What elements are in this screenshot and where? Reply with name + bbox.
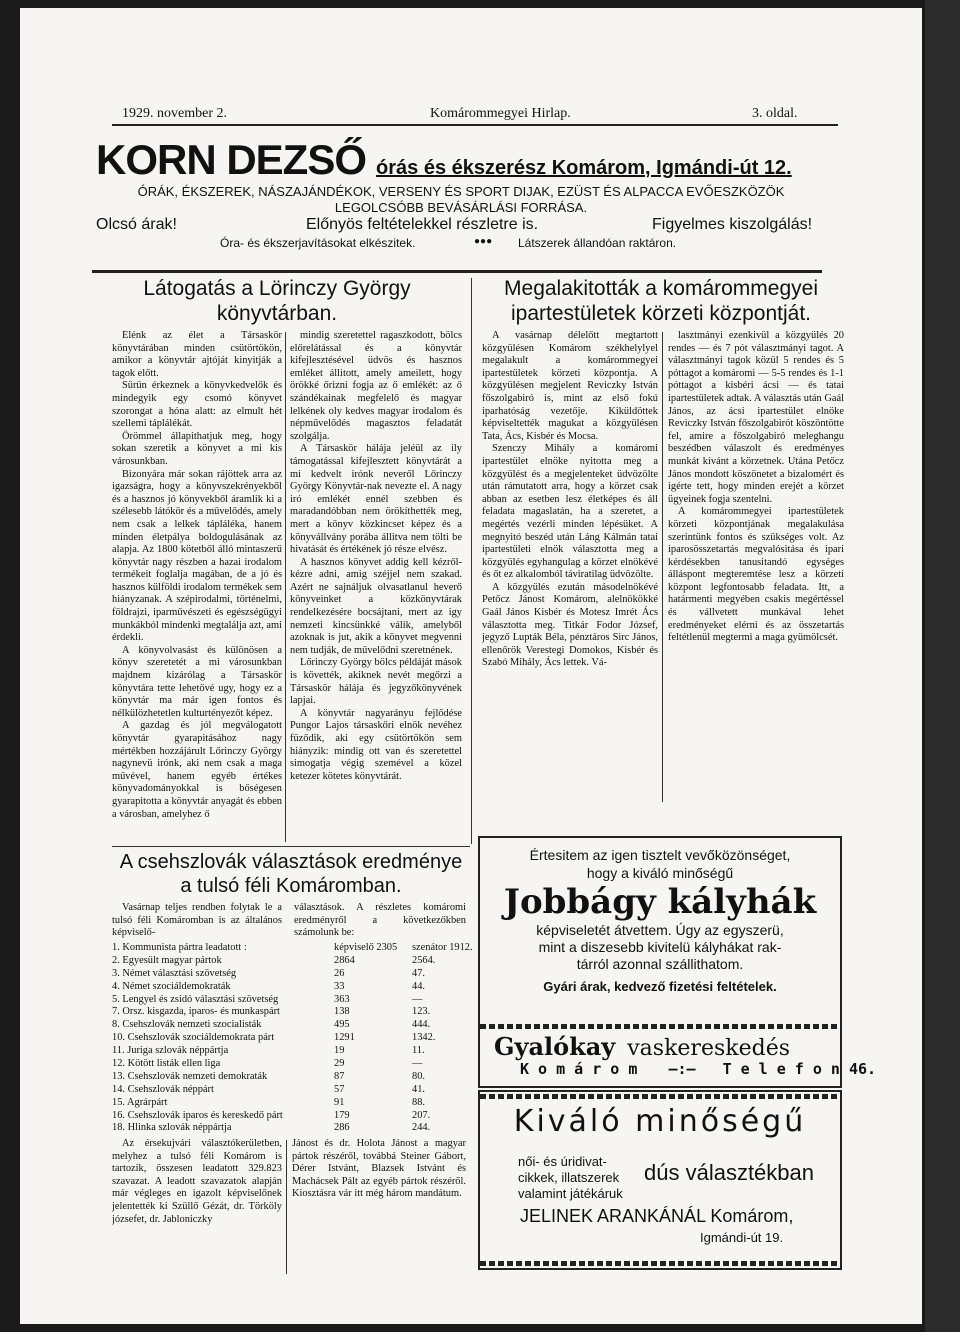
jobbagy-line2: hogy a kiváló minőségű	[586, 865, 734, 881]
representative-votes: 57	[334, 1083, 345, 1095]
paragraph: A vasárnap délelőtt megtartott közgyülésen Komárom székhelylyel megalakult a komárommegyei ipartestületek körzeti központja. A közgyülésen megjelent Reviczky István főszolgabiró is, mint az első fokú iparhatóság vezetője. Kiküldöttek képviseltették magukat a közgyülésen Tata, Ács, Kisbér és Mocsa.	[482, 330, 658, 442]
party-name: 4. Német szociáldemokraták	[112, 980, 231, 992]
article3-outro-left	[112, 1138, 282, 1276]
korn-advertisement	[96, 136, 826, 252]
gyalokay-phone: T e l e f o n 46.	[722, 1060, 877, 1078]
gyalokay-name: Gyalókay	[494, 1032, 616, 1061]
representative-votes: 26	[334, 967, 345, 979]
paragraph: Lőrinczy György bölcs példáját mások is követték, akiknek nevét megőrzi a Társaskör hálája és jegyzőkönyvének lapjai.	[290, 657, 462, 707]
result-row	[112, 1122, 466, 1135]
result-row	[112, 1097, 466, 1110]
representative-votes: 286	[334, 1122, 350, 1134]
result-row	[112, 1110, 466, 1123]
representative-votes: 138	[334, 1006, 350, 1018]
paragraph: Örömmel állapithatjuk meg, hogy sokan szeretik a könyvet a mi kis városunkban.	[112, 430, 282, 467]
page-header	[112, 102, 838, 126]
senator-votes: —	[412, 1058, 423, 1070]
column-divider	[471, 278, 472, 844]
representative-votes: 495	[334, 1019, 350, 1031]
section-rule	[112, 846, 470, 847]
jobbagy-prices: Gyári árak, kedvező fizetési feltételek.	[543, 979, 777, 994]
jelinek-advertisement	[478, 1090, 842, 1270]
korn-stock: Látszerek állandóan raktáron.	[518, 236, 677, 250]
representative-votes: 179	[334, 1109, 350, 1121]
korn-dots: ●●●	[474, 236, 493, 247]
party-name: 8. Csehszlovák nemzeti szocialisták	[112, 1019, 262, 1031]
paragraph: A hasznos könyvet addig kell kézről-kézre adni, amig széjjel nem szakad. Azért ne sajnáljuk olvasatlanul heverő könyveinket a közkönyvtárak rendelkezésére bocsájtani, mert az igy nemzeti kincsünkké válik, amelyből azoknak is jut, akik a könyvet megvenni nem tudják, de művelődni szeretnének.	[290, 556, 462, 656]
party-name: 18. Hlinka szlovák néppártja	[112, 1122, 232, 1134]
decorative-border	[480, 1024, 840, 1029]
paragraph: Élénk az élet a Társaskör könyvtárában minden csütörtökön, amikor a könyvtár ajtóját kinyitják a tagok előtt.	[112, 330, 282, 379]
header-date: 1929. november 2.	[122, 106, 227, 121]
article1-col1	[112, 330, 282, 842]
result-row	[112, 968, 466, 981]
paragraph: Bizonyára már sokan rájöttek arra az igazságra, hogy a könyvszekrényekből és a hasznos jó könyvekből áramlik ki a szélesebb látókör és a művelődés, amely nem csak a lelkek tápláléka, hanem minden életpálya boldogulásának az alapja. Az 1800 kötetből álló mintaszerü könyvtár nagy részben a hazai irodalom termékeit foglalja magában, de a jó és hasznos külföldi irodalom termékek sem hiányzanak. A szépirodalmi, történelmi, földrajzi, iparművészeti és egészségügyi munkákból mindenki megtalálja azt, ami érdekli.	[112, 468, 282, 644]
article3-intro	[112, 902, 282, 942]
korn-subtitle: órás és ékszerész Komárom, Igmándi-út 12.	[376, 157, 792, 179]
result-row	[112, 942, 473, 955]
senator-votes: 41.	[412, 1083, 425, 1095]
paragraph: Szenczy Mihály a komáromi ipartestület elnöke nyitotta meg a közgyülést és a megjelenteket üdvözölte után rámutatott arra, hogy a körzet csak abban az esetben lesz életképes és áll feladata magaslatán, ha a szeretet, a megértés vezérli minden lépésüket. A megnyitó beszéd után Láng Kálmán tatai ipartestületi elnök választotta meg a közgyülés egyhangulag a körzet elnökévé és őt ez alkalomból táviratilag üdvözölte.	[482, 443, 658, 581]
decorative-border	[480, 1261, 840, 1266]
jelinek-title: Kiváló minőségű	[513, 1104, 807, 1139]
jobbagy-advertisement	[478, 836, 877, 1088]
senator-votes: 207.	[412, 1109, 431, 1121]
article1-title: Látogatás a Lörinczy György könyvtárban.	[143, 277, 411, 325]
paragraph: lasztmányi ezenkivül a közgyülés 20 rendes — és 7 pót választmányi tagot. A választmányi tagok közül 5 rendes és 5 póttagot a komáromi — 5-5 rendes és 1-1 póttagot a kisbéri ácsi — és tatai ipartestületek adtak. A választás után Gaál János, az ácsi ipartestület elnöke Reviczky István főszolgabirót köszöntötte fel, amire a főszolgabiró meleghangu beszédben válaszolt és eredményes munkát kívánt a körzetnek. Utána Petőcz János mondott köszönetet a bizalomért és igérte tett, hogy minden erejét a körzet ügyeinek fogja szentelni.	[668, 330, 844, 505]
paragraph: Sürün érkeznek a könyvkedvelők és mindegyik egy csomó könyvet szorongat a hóna alatt: az elmult hét szellemi táplálékát.	[112, 380, 282, 430]
senator-votes: 88.	[412, 1096, 425, 1108]
representative-votes: 87	[334, 1070, 345, 1082]
newspaper-page	[20, 8, 922, 1324]
party-name: 13. Csehszlovák nemzeti demokraták	[112, 1070, 268, 1082]
korn-name: KORN DEZSŐ	[96, 136, 367, 183]
representative-votes: 1291	[334, 1032, 355, 1044]
paragraph: Vasárnap teljes rendben folytak le a tulsó féli Komáromban is az általános képviselő-	[112, 902, 282, 939]
jobbagy-text1: képviseletét átvettem. Úgy az egyszerü,	[536, 922, 784, 938]
party-name: 11. Juriga szlovák néppártja	[112, 1045, 229, 1057]
jelinek-big: dús választékban	[644, 1160, 814, 1185]
jelinek-left2: cikkek, illatszerek	[518, 1170, 620, 1185]
senator-votes: 11.	[412, 1045, 425, 1057]
party-name: 12. Kötött listák ellen liga	[112, 1058, 221, 1070]
senator-votes: 123.	[412, 1006, 431, 1018]
article2-col1	[482, 330, 658, 800]
party-name: 2. Egyesült magyar pártok	[112, 954, 222, 966]
result-row	[112, 1006, 466, 1019]
senator-votes: szenátor 1912.	[412, 942, 473, 953]
binding-edge	[925, 0, 960, 1332]
party-name: 16. Csehszlovák iparos és kereskedő párt	[112, 1109, 283, 1121]
election-results	[112, 942, 473, 1135]
article2-title: Megalakitották a komárommegyei ipartestületek körzeti központját.	[504, 277, 818, 325]
jobbagy-line1: Értesitem az igen tisztelt vevőközönséget,	[529, 847, 791, 863]
representative-votes: képviselő 2305	[334, 942, 398, 953]
korn-service: Figyelmes kiszolgálás!	[652, 216, 813, 233]
jobbagy-text2: mint a diszesebb kivitelü kályhákat rak-	[538, 939, 782, 955]
senator-votes: 1342.	[412, 1032, 436, 1044]
paragraph: A Társaskör hálája jeléül az ily támogatással kifejlesztett könyvtárát a mi kedvelt irónk neveről Lőrinczy György Könyvtár-nak nevezte el. A nagy iró emlékét ennél szebben és maradandóbban nem örökíthették meg, mert a könyv közkincset képez és a könyvállvány porába állitva nem tölti be hivatását és értékének jó része elvész.	[290, 443, 462, 556]
jelinek-left3: valamint játékáruk	[518, 1186, 623, 1201]
result-row	[112, 1058, 466, 1071]
jobbagy-title: Jobbágy kályhák	[503, 882, 817, 922]
jelinek-left1: női- és úridivat-	[518, 1154, 607, 1169]
paragraph: Az érsekujvári választókerületben, melyhez a tulsó féli Komárom is tartozik, összesen leadatott 329.823 szavazat. A leadott szavazatok alapján már végleges en igazolt képviselőnek jelentették ki Szüllő Gézát, dr. Törköly józsefet, dr. Jabloniczky	[112, 1138, 282, 1225]
paragraph: A komárommegyei ipartestületek körzeti központjának megalakulása szerintünk fontos és szükséges volt. Az iparosösszetartás megvalósitása és ipari kérdésekben tanusitandó egységes álláspont megteremtése lesz a körzeti központ legfontosabb feladata. Itt, a határmenti megyében csakis megértéssel és vállvetett munkával lehet eredményeket elérni és az összetartás feltétlenül megtermi a maga gyümölcsét.	[668, 506, 844, 644]
korn-line2: LEGOLCSÓBB BEVÁSÁRLÁSI FORRÁSA.	[334, 200, 588, 215]
party-name: 3. Német választási szövetség	[112, 967, 237, 979]
header-paper: Komárommegyei Hirlap.	[430, 106, 571, 121]
senator-votes: 44.	[412, 980, 425, 992]
korn-terms: Előnyös feltételekkel részletre is.	[306, 216, 539, 233]
senator-votes: 2564.	[412, 954, 436, 966]
result-row	[112, 1071, 466, 1084]
jelinek-addr: Igmándi-út 19.	[700, 1230, 784, 1245]
representative-votes: 91	[334, 1096, 345, 1108]
article3-outro-right	[292, 1138, 466, 1276]
party-name: 10. Csehszlovák szociáldemokrata párt	[112, 1032, 275, 1044]
korn-line1: ÓRÁK, ÉKSZEREK, NÁSZAJÁNDÉKOK, VERSENY ÉS SPORT DIJAK, EZÜST ÉS ALPACCA EVŐESZKÖZÖK	[137, 184, 785, 199]
senator-votes: 80.	[412, 1070, 425, 1082]
korn-cheap: Olcsó árak!	[96, 216, 177, 233]
representative-votes: 29	[334, 1058, 345, 1070]
paragraph: A könyvolvasást és különösen a könyv szeretetét a mi városunkban majdnem kizárólag a Társaskör könyvtára tette lehetővé ugy, hogy ez a könyvtár ma már igen fontos és nélkülözhetetlen kulturtényezőt képez.	[112, 644, 282, 719]
jobbagy-text3: tárról azonnal szállithatom.	[576, 956, 744, 972]
party-name: 5. Lengyel és zsidó választási szövetség	[112, 993, 279, 1005]
representative-votes: 19	[334, 1045, 345, 1057]
decorative-border	[480, 1094, 840, 1099]
paragraph: mindig szeretettel ragaszkodott, bölcs előrelátással és a könyvtár kifejlesztésével üdvös és hasznos emléket állitott, amely ameilett, hogy örökké őrizni fogja az ő emlékét: az ő szándékainak megfelelő és magyar lelkének oly kedves magyar irodalom és népművelődés magasztos feladatát szolgálja.	[290, 330, 462, 442]
ad-bottom-rule	[92, 270, 822, 273]
party-name: 1. Kommunista pártra leadatott :	[112, 942, 247, 953]
article1-col2	[290, 330, 462, 842]
senator-votes: 244.	[412, 1122, 431, 1134]
column-divider	[662, 332, 663, 802]
paragraph: Jánost és dr. Holota Jánost a magyar pártok részéről, továbbá Steiner Gábort, Dérer Istvánt, Blazsek Istvánt és Machácsek Pált az egyéb pártok részéről. Kiosztásra vár itt még három mandátum.	[292, 1138, 466, 1200]
result-row	[112, 1019, 466, 1032]
korn-repair: Óra- és ékszerjavításokat elkészitek.	[220, 236, 416, 250]
representative-votes: 363	[334, 993, 350, 1005]
column-divider	[286, 1140, 287, 1274]
gyalokay-city: K o m á r o m	[520, 1060, 638, 1078]
representative-votes: 33	[334, 980, 345, 992]
gyalokay-shop: vaskereskedés	[627, 1036, 791, 1061]
article3-title: A csehszlovák választások eredménye a tulsó féli Komáromban.	[119, 851, 463, 897]
header-page: 3. oldal.	[752, 106, 798, 121]
party-name: 14. Csehszlovák néppárt	[112, 1083, 214, 1095]
gyalokay-sep: —:—	[668, 1060, 696, 1078]
jelinek-name: JELINEK ARANKÁNÁL Komárom,	[520, 1206, 794, 1226]
paragraph: választások. A részletes komáromi eredményről a következőkben számolunk be:	[294, 902, 466, 939]
result-row	[112, 1032, 466, 1045]
paragraph: A közgyülés ezután másodelnökévé Petőcz Jánost Komárom, alelnökökké Gaál János Kisbér és Motesz Imrét Ács választotta meg. Titkár Fodor József, jegyző Lupták Béla, pénztáros Sirc János, ellenőrök Verestegi Domokos, Kisbér és Szabó Mihály, Ács lettek. Vá-	[482, 581, 658, 669]
result-row	[112, 994, 466, 1007]
result-row	[112, 955, 466, 968]
senator-votes: —	[412, 993, 423, 1005]
party-name: 7. Orsz. kisgazda, iparos- és munkaspárt	[112, 1006, 280, 1018]
senator-votes: 444.	[412, 1019, 431, 1031]
party-name: 15. Agrárpárt	[112, 1096, 168, 1108]
result-row	[112, 981, 466, 994]
column-divider	[285, 332, 286, 842]
article3-intro-right	[294, 902, 466, 942]
representative-votes: 2864	[334, 954, 355, 966]
paragraph: A gazdag és jól megválogatott könyvtár gyarapitásához nagy mértékben hozzájárult Lőrinczy György nagynevü irónk, aki nem csak a maga művével, hanem egyéb értékes könyvadományokkal is bőségesen gyarapitotta a könyvtár anyagát és ebben a városban, amelyhez ő	[112, 720, 282, 820]
paragraph: A könyvtár nagyarányu fejlődése Pungor Lajos társaskőri elnök nevéhez füződik, aki egy csütörtökön sem hiányzik: mindig ott van és szeretettel simogatja végig szemével a közel ketezer kötetes könyvtárát.	[290, 707, 462, 782]
senator-votes: 47.	[412, 967, 425, 979]
result-row	[112, 1084, 466, 1097]
article2-col2	[668, 330, 844, 800]
result-row	[112, 1045, 466, 1058]
